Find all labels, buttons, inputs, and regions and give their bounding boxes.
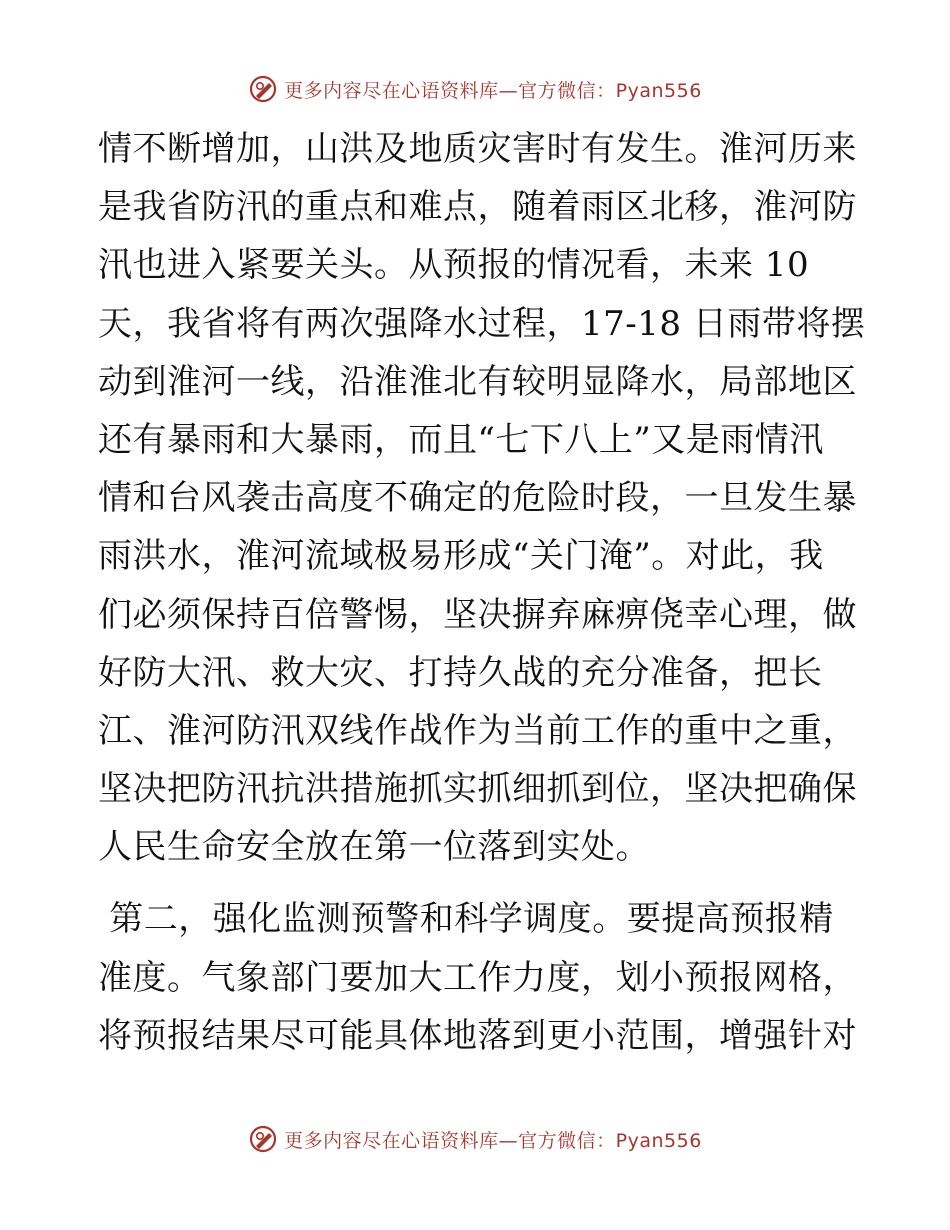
paragraph-2 — [98, 890, 858, 1065]
text-line: 是我省防汛的重点和难点，随着雨区北移，淮河防 — [98, 187, 857, 228]
text-line: 情不断增加，山洪及地质灾害时有发生。淮河历来 — [98, 129, 857, 169]
text-line: 江、淮河防汛双线作战作为当前工作的重中之重， — [98, 710, 857, 751]
header-watermark — [0, 72, 950, 106]
text-line: 好防大汛、救大灾、打持久战的充分准备，把长 — [98, 652, 823, 693]
pen-logo-icon — [248, 1124, 278, 1154]
pen-logo-icon — [248, 74, 278, 104]
text-line: 雨洪水，淮河流域极易形成“关门淹”。对此，我 — [98, 536, 824, 577]
paragraph-spacer — [98, 876, 858, 890]
footer-watermark — [0, 1122, 950, 1156]
header-watermark-text: 更多内容尽在心语资料库—官方微信：Pyan556 — [284, 79, 702, 102]
text-line: 还有暴雨和大暴雨，而且“七下八上”又是雨情汛 — [98, 419, 824, 460]
text-line: 人民生命安全放在第一位落到实处。 — [98, 827, 650, 868]
footer-watermark-text: 更多内容尽在心语资料库—官方微信：Pyan556 — [284, 1129, 702, 1152]
text-line: 第二，强化监测预警和科学调度。要提高预报精 — [98, 899, 834, 940]
document-body — [98, 120, 866, 1065]
text-line: 坚决把防汛抗洪措施抓实抓细抓到位，坚决把确保 — [98, 769, 857, 810]
text-line: 动到淮河一线，沿淮淮北有较明显降水，局部地区 — [98, 361, 857, 402]
text-line: 天，我省将有两次强降水过程，17-18 日雨带将摆 — [98, 303, 866, 344]
text-line: 情和台风袭击高度不确定的危险时段，一旦发生暴 — [98, 478, 857, 519]
paragraph-1 — [98, 120, 866, 876]
text-line: 将预报结果尽可能具体地落到更小范围，增强针对 — [98, 1015, 857, 1056]
text-line: 们必须保持百倍警惕，坚决摒弃麻痹侥幸心理，做 — [98, 594, 857, 635]
text-line: 准度。气象部门要加大工作力度，划小预报网格， — [98, 957, 857, 998]
text-line: 汛也进入紧要关头。从预报的情况看，未来 10 — [98, 245, 810, 286]
